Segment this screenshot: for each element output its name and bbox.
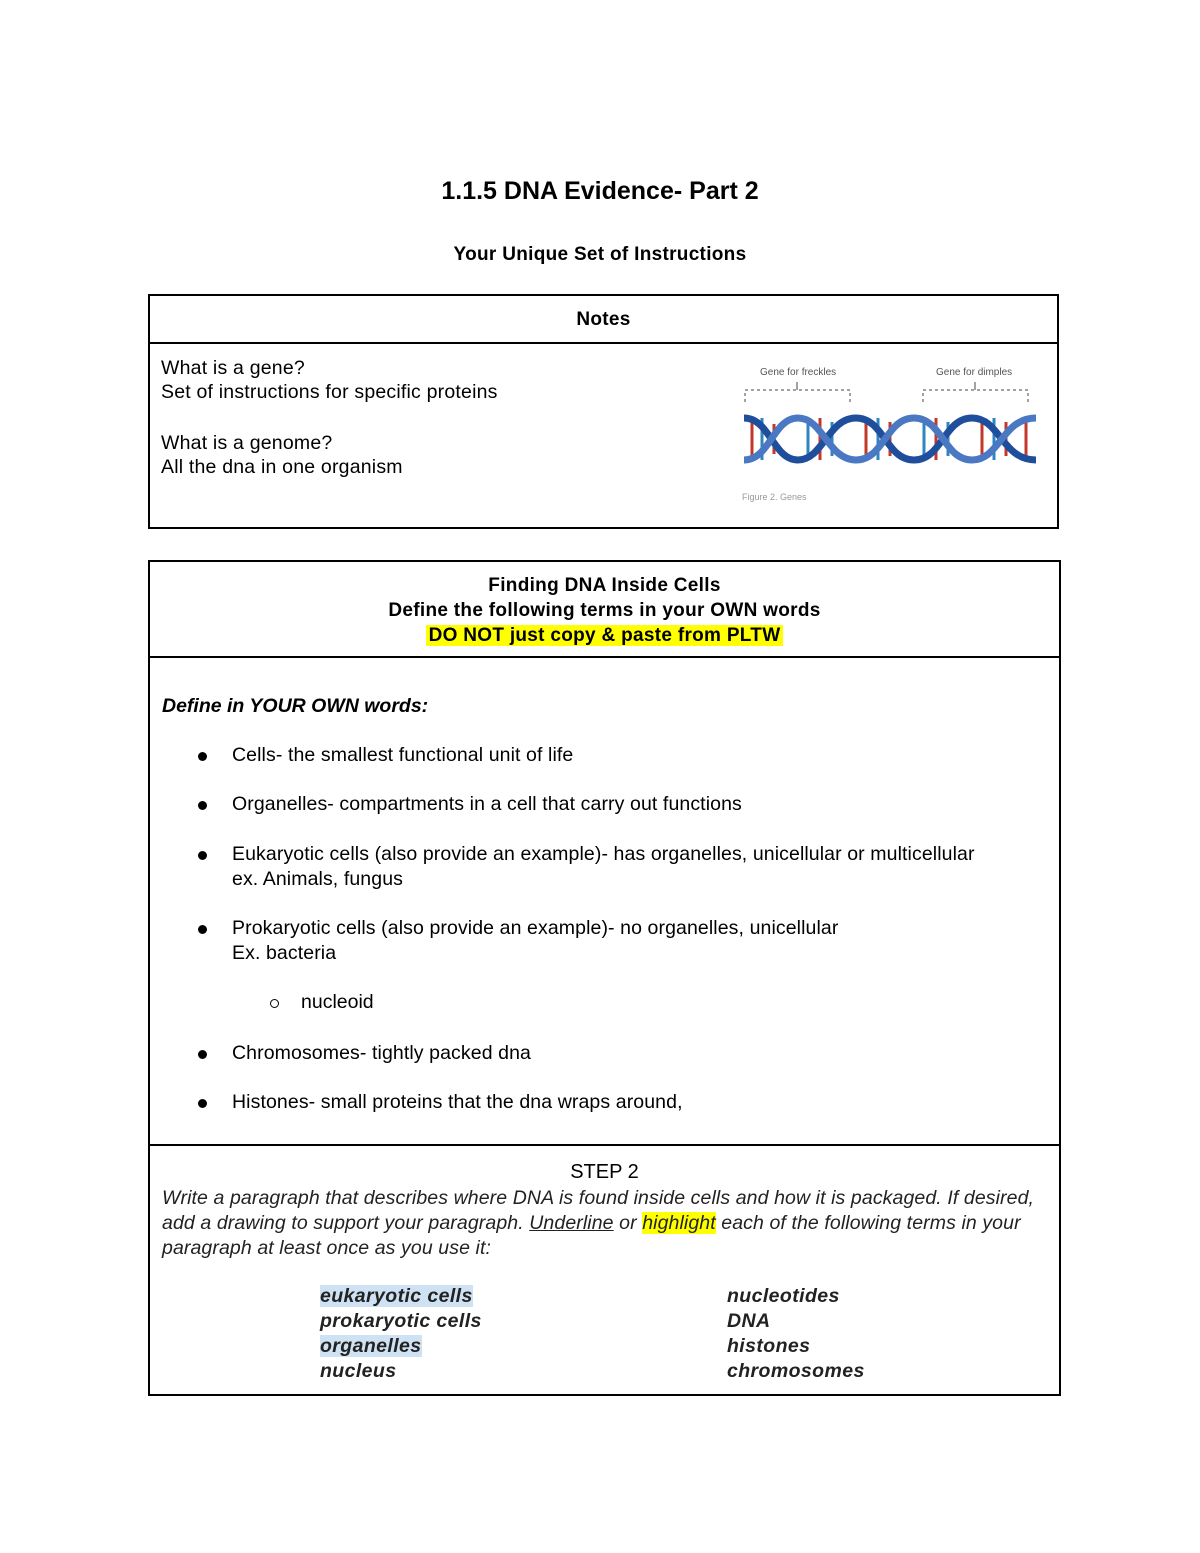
underline-word: Underline bbox=[529, 1212, 614, 1234]
term-histones: histones bbox=[727, 1335, 811, 1357]
chromosomes-definition: Chromosomes- tightly packed dna bbox=[232, 1042, 531, 1064]
list-item-histones[interactable] bbox=[198, 1090, 1018, 1115]
page-title: 1.1.5 DNA Evidence- Part 2 bbox=[441, 177, 759, 205]
dna-genes-figure bbox=[740, 358, 1040, 508]
list-item-nucleoid[interactable] bbox=[270, 991, 374, 1014]
finding-title: Finding DNA Inside Cells bbox=[488, 575, 721, 596]
list-item-prokaryotic[interactable] bbox=[198, 916, 1018, 966]
highlight-word: highlight bbox=[642, 1212, 716, 1234]
notes-content bbox=[161, 356, 498, 479]
term-prokaryotic-cells: prokaryotic cells bbox=[320, 1310, 482, 1332]
eukaryotic-example: ex. Animals, fungus bbox=[232, 868, 403, 890]
page-subtitle: Your Unique Set of Instructions bbox=[453, 244, 747, 265]
finding-instruction: Define the following terms in your OWN words bbox=[388, 600, 821, 621]
term-eukaryotic-cells: eukaryotic cells bbox=[320, 1285, 473, 1307]
term-organelles: organelles bbox=[320, 1335, 422, 1357]
histones-definition: Histones- small proteins that the dna wraps around, bbox=[232, 1091, 683, 1113]
bullet-icon bbox=[198, 925, 207, 934]
notes-table bbox=[148, 294, 1059, 529]
list-item-chromosomes[interactable] bbox=[198, 1041, 1018, 1066]
gene-question[interactable]: What is a gene? bbox=[161, 357, 305, 379]
eukaryotic-definition: Eukaryotic cells (also provide an example)- has organelles, unicellular or multicellular bbox=[232, 843, 975, 865]
notes-header: Notes bbox=[150, 296, 1057, 344]
cells-definition: Cells- the smallest functional unit of life bbox=[232, 744, 574, 766]
step2-title: STEP 2 bbox=[570, 1161, 639, 1183]
genome-answer[interactable]: All the dna in one organism bbox=[161, 456, 403, 478]
bullet-icon bbox=[198, 1050, 207, 1059]
bullet-icon bbox=[198, 851, 207, 860]
definitions-section bbox=[150, 658, 1059, 1146]
list-item-cells[interactable] bbox=[198, 743, 1018, 768]
prokaryotic-definition: Prokaryotic cells (also provide an example)- no organelles, unicellular bbox=[232, 917, 839, 939]
bullet-icon bbox=[198, 752, 207, 761]
term-nucleus: nucleus bbox=[320, 1360, 397, 1382]
step2-section bbox=[150, 1146, 1059, 1382]
circle-bullet-icon bbox=[270, 999, 279, 1008]
bullet-icon bbox=[198, 1099, 207, 1108]
list-item-eukaryotic[interactable] bbox=[198, 842, 1018, 892]
define-label: Define in YOUR OWN words: bbox=[162, 695, 429, 717]
term-dna: DNA bbox=[727, 1310, 771, 1332]
finding-header bbox=[150, 562, 1059, 658]
gene-answer[interactable]: Set of instructions for specific proteins bbox=[161, 381, 498, 403]
terms-right-column bbox=[727, 1284, 865, 1384]
figure-label-dimples: Gene for dimples bbox=[936, 367, 1013, 378]
prokaryotic-example: Ex. bacteria bbox=[232, 942, 337, 964]
bullet-icon bbox=[198, 801, 207, 810]
no-copy-warning: DO NOT just copy & paste from PLTW bbox=[426, 625, 784, 646]
step2-instructions: Write a paragraph that describes where DNA is found inside cells and how it is packaged. If desired, add a drawing to support your paragraph. Underline or highlight each of the following terms in your paragraph at least once as you use it: bbox=[162, 1187, 1035, 1259]
organelles-definition: Organelles- compartments in a cell that carry out functions bbox=[232, 793, 742, 815]
genome-question[interactable]: What is a genome? bbox=[161, 432, 333, 454]
list-item-organelles[interactable] bbox=[198, 792, 1018, 817]
term-nucleotides: nucleotides bbox=[727, 1285, 840, 1307]
finding-dna-table bbox=[148, 560, 1061, 1396]
term-chromosomes: chromosomes bbox=[727, 1360, 865, 1382]
terms-left-column bbox=[320, 1284, 482, 1384]
figure-caption: Figure 2. Genes bbox=[742, 492, 807, 502]
figure-label-freckles: Gene for freckles bbox=[760, 367, 837, 378]
nucleoid-text: nucleoid bbox=[301, 991, 374, 1013]
